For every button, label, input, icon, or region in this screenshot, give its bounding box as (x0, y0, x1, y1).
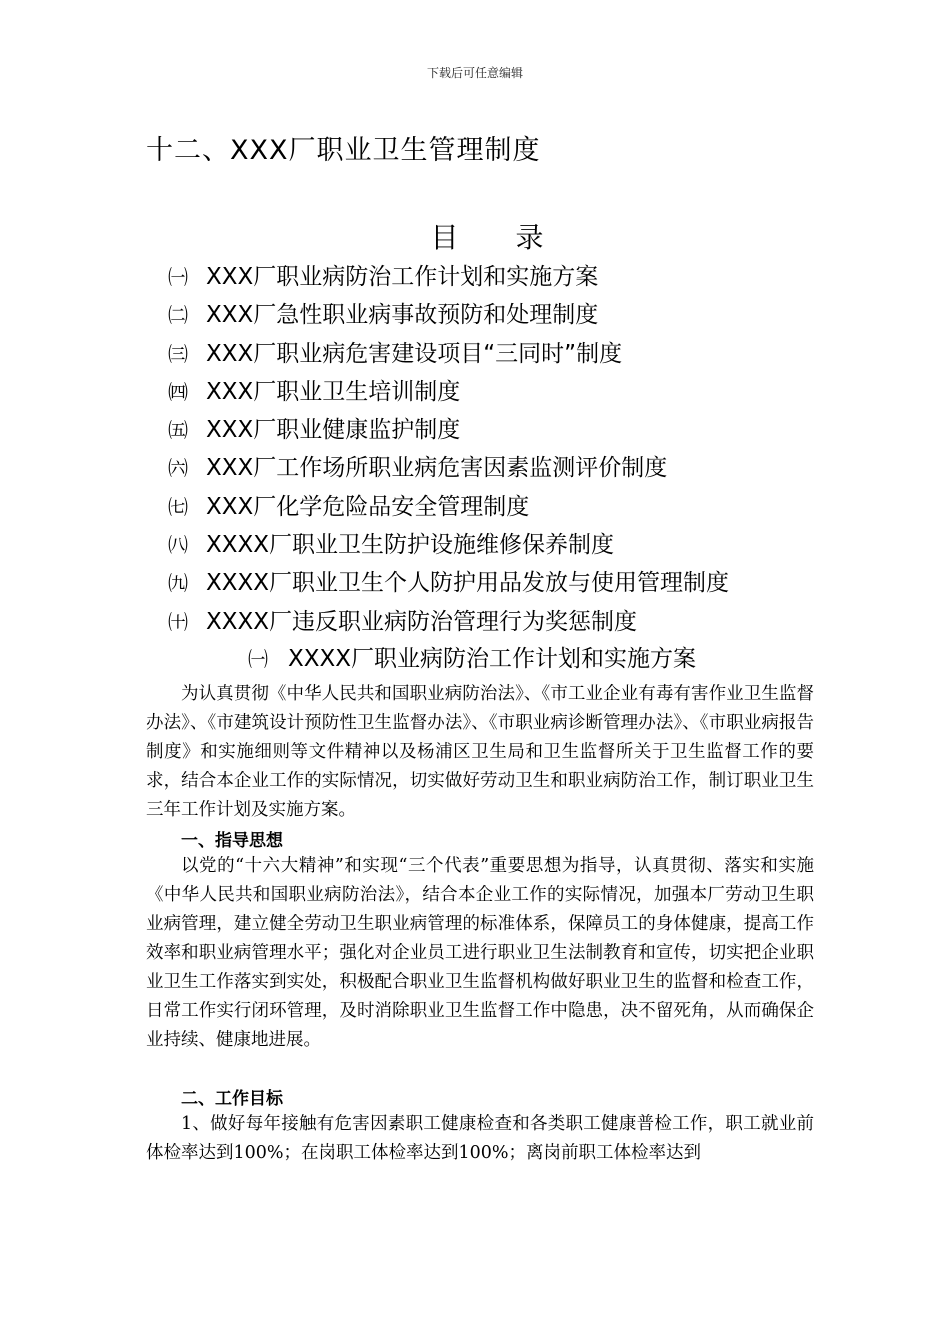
guiding-ideology-paragraph: 以党的“十六大精神”和实现“三个代表”重要思想为指导，认真贯彻、落实和实施《中华人民共和国职业病防治法》，结合本企业工作的实际情况，加强本厂劳动卫生职业病管理，建立健全劳动卫生职业病管理的标准体系，保障员工的身体健康，提高工作效率和职业病管理水平；强化对企业员工进行职业卫生法制教育和宣传，切实把企业职业卫生工作落实到实处，积极配合职业卫生监督机构做好职业卫生的监督和检查工作，日常工作实行闭环管理，及时消除职业卫生监督工作中隐患，决不留死角，从而确保企业持续、健康地进展。 (146, 856, 814, 1050)
chapter-title: 十二、XXX厂职业卫生管理制度 (146, 135, 541, 166)
table-of-contents (168, 258, 729, 641)
work-goals-paragraph: 1、做好每年接触有危害因素职工健康检查和各类职工健康普检工作，职工就业前体检率达到100%；在岗职工体检率达到100%；离岗前职工体检率达到 (146, 1114, 814, 1163)
toc-item-text: XXX厂工作场所职业病危害因素监测评价制度 (206, 455, 668, 482)
toc-item-text: XXX厂职业卫生培训制度 (206, 378, 461, 405)
header-note: 下载后可任意编辑 (426, 66, 523, 80)
toc-item-number: ㈢ (168, 341, 188, 366)
section-number: ㈠ (248, 647, 268, 671)
toc-item (168, 258, 729, 296)
toc-item-text: XXX厂急性职业病事故预防和处理制度 (206, 302, 599, 329)
toc-item-number: ㈧ (168, 533, 188, 558)
toc-item (168, 335, 729, 373)
toc-item-text: XXX厂职业病防治工作计划和实施方案 (206, 264, 599, 290)
toc-item (168, 449, 729, 487)
toc-item (168, 296, 729, 334)
subheading-guiding-ideology: 一、指导思想 (181, 831, 283, 851)
toc-item (168, 373, 729, 411)
section-title (248, 640, 696, 673)
toc-heading: 目 录 (430, 221, 568, 254)
section-title-text: XXXX厂职业病防治工作计划和实施方案 (288, 646, 697, 672)
toc-item (168, 564, 729, 602)
intro-paragraph: 为认真贯彻《中华人民共和国职业病防治法》、《市工业企业有毒有害作业卫生监督办法》、《市建筑设计预防性卫生监督办法》、《市职业病诊断管理办法》、《市职业病报告制度》和实施细则等文件精神以及杨浦区卫生局和卫生监督所关于卫生监督工作的要求，结合本企业工作的实际情况，切实做好劳动卫生和职业病防治工作，制订职业卫生三年工作计划及实施方案。 (146, 684, 814, 820)
toc-item-number: ㈠ (168, 265, 188, 289)
toc-item-number: ㈥ (168, 456, 188, 481)
toc-item-text: XXXX厂违反职业病防治管理行为奖惩制度 (206, 608, 638, 635)
toc-item (168, 526, 729, 564)
subheading-work-goals: 二、工作目标 (181, 1089, 283, 1109)
toc-item-text: XXXX厂职业卫生个人防护用品发放与使用管理制度 (206, 570, 730, 597)
toc-item (168, 603, 729, 641)
toc-item-number: ㈩ (168, 609, 188, 634)
toc-item-number: ㈦ (168, 494, 188, 519)
toc-item-text: XXX厂化学危险品安全管理制度 (206, 493, 530, 520)
toc-item-text: XXXX厂职业卫生防护设施维修保养制度 (206, 532, 615, 559)
toc-item-text: XXX厂职业病危害建设项目“三同时”制度 (206, 340, 623, 367)
toc-item-number: ㈣ (168, 379, 188, 404)
toc-item-number: ㈤ (168, 418, 188, 443)
toc-item-number: ㈡ (168, 303, 188, 328)
toc-item-text: XXX厂职业健康监护制度 (206, 417, 461, 444)
toc-item (168, 411, 729, 449)
toc-item (168, 488, 729, 526)
toc-item-number: ㈨ (168, 571, 188, 596)
